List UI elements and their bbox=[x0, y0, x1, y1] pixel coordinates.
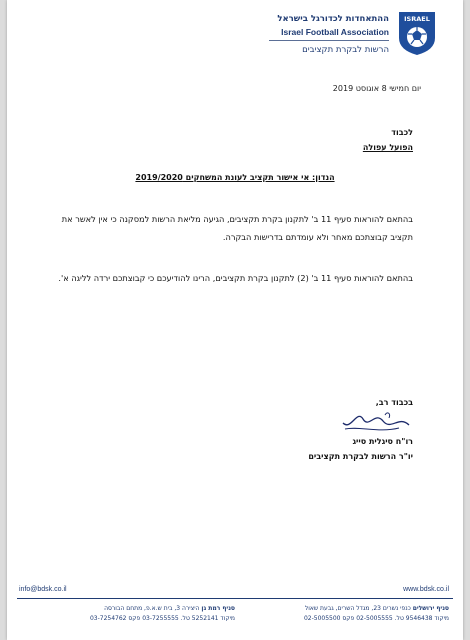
branch-1-address: כנפי נשרים 23, מגדל השרים, גבעת שאול bbox=[304, 605, 411, 612]
footer-email-link[interactable]: info@bdsk.co.il bbox=[19, 586, 67, 593]
handwritten-signature bbox=[339, 409, 413, 435]
branch-2-address: היצירה 3, בית ש.א.פ, מתחם הבורסה bbox=[104, 605, 200, 612]
body-paragraph-1: בהתאם להוראות סעיף 11 ב' לתקנון בקרת תקציבים, הגיעה מליאת הרשות למסקנה כי אין לאשר את תקציב קבוצתכם מאחר ולא עומדתם בדרישות הבקרה. bbox=[61, 214, 413, 242]
branch-1-phones: מיקוד 9546438 טל. 02-5005555 פקס 02-5005500 bbox=[303, 615, 449, 622]
signature-block bbox=[308, 398, 413, 461]
body-paragraph-2: בהתאם להוראות סעיף 11 ב' (2) לתקנון בקרת תקציבים, הרינו להודיעכם כי קבוצתכם ירדה לליגה א'. bbox=[58, 273, 413, 283]
addressee-label: לכבוד bbox=[391, 128, 413, 137]
footer-branch-jerusalem bbox=[259, 604, 449, 624]
letter-date: יום חמישי 8 אוגוסט 2019 bbox=[332, 84, 421, 93]
closing-regards: בכבוד רב, bbox=[375, 398, 413, 407]
logo-text: ISRAEL bbox=[404, 15, 430, 23]
letter-page bbox=[7, 0, 463, 640]
org-name-english: Israel Football Association bbox=[281, 27, 389, 37]
branch-1-name: סניף ירושלים bbox=[412, 605, 449, 612]
letter-subject: הנדון: אי אישור תקציב לעונת המשחקים 2019/2020 bbox=[135, 173, 335, 182]
organization-header bbox=[269, 14, 389, 55]
ifa-logo-icon bbox=[397, 10, 437, 56]
branch-2-phones: מיקוד 5252141 טל. 03-7255555 פקס 03-7254762 bbox=[89, 615, 235, 622]
addressee-name: הפועל עפולה bbox=[362, 143, 413, 152]
branch-2-name: סניף רמת גן bbox=[201, 605, 235, 612]
footer-divider bbox=[17, 598, 453, 599]
footer-branch-ramat-gan bbox=[21, 604, 235, 624]
signer-name: רו"ח סיגלית סייג bbox=[352, 437, 413, 446]
org-name-hebrew: ההתאחדות לכדורגל בישראל bbox=[277, 14, 389, 24]
footer-website-link[interactable]: www.bdsk.co.il bbox=[403, 586, 449, 593]
header-divider bbox=[269, 40, 389, 41]
addressee-block bbox=[363, 125, 413, 155]
signer-title: יו"ר הרשות לבקרת תקציבים bbox=[308, 452, 413, 461]
department-name: הרשות לבקרת תקציבים bbox=[302, 45, 389, 55]
